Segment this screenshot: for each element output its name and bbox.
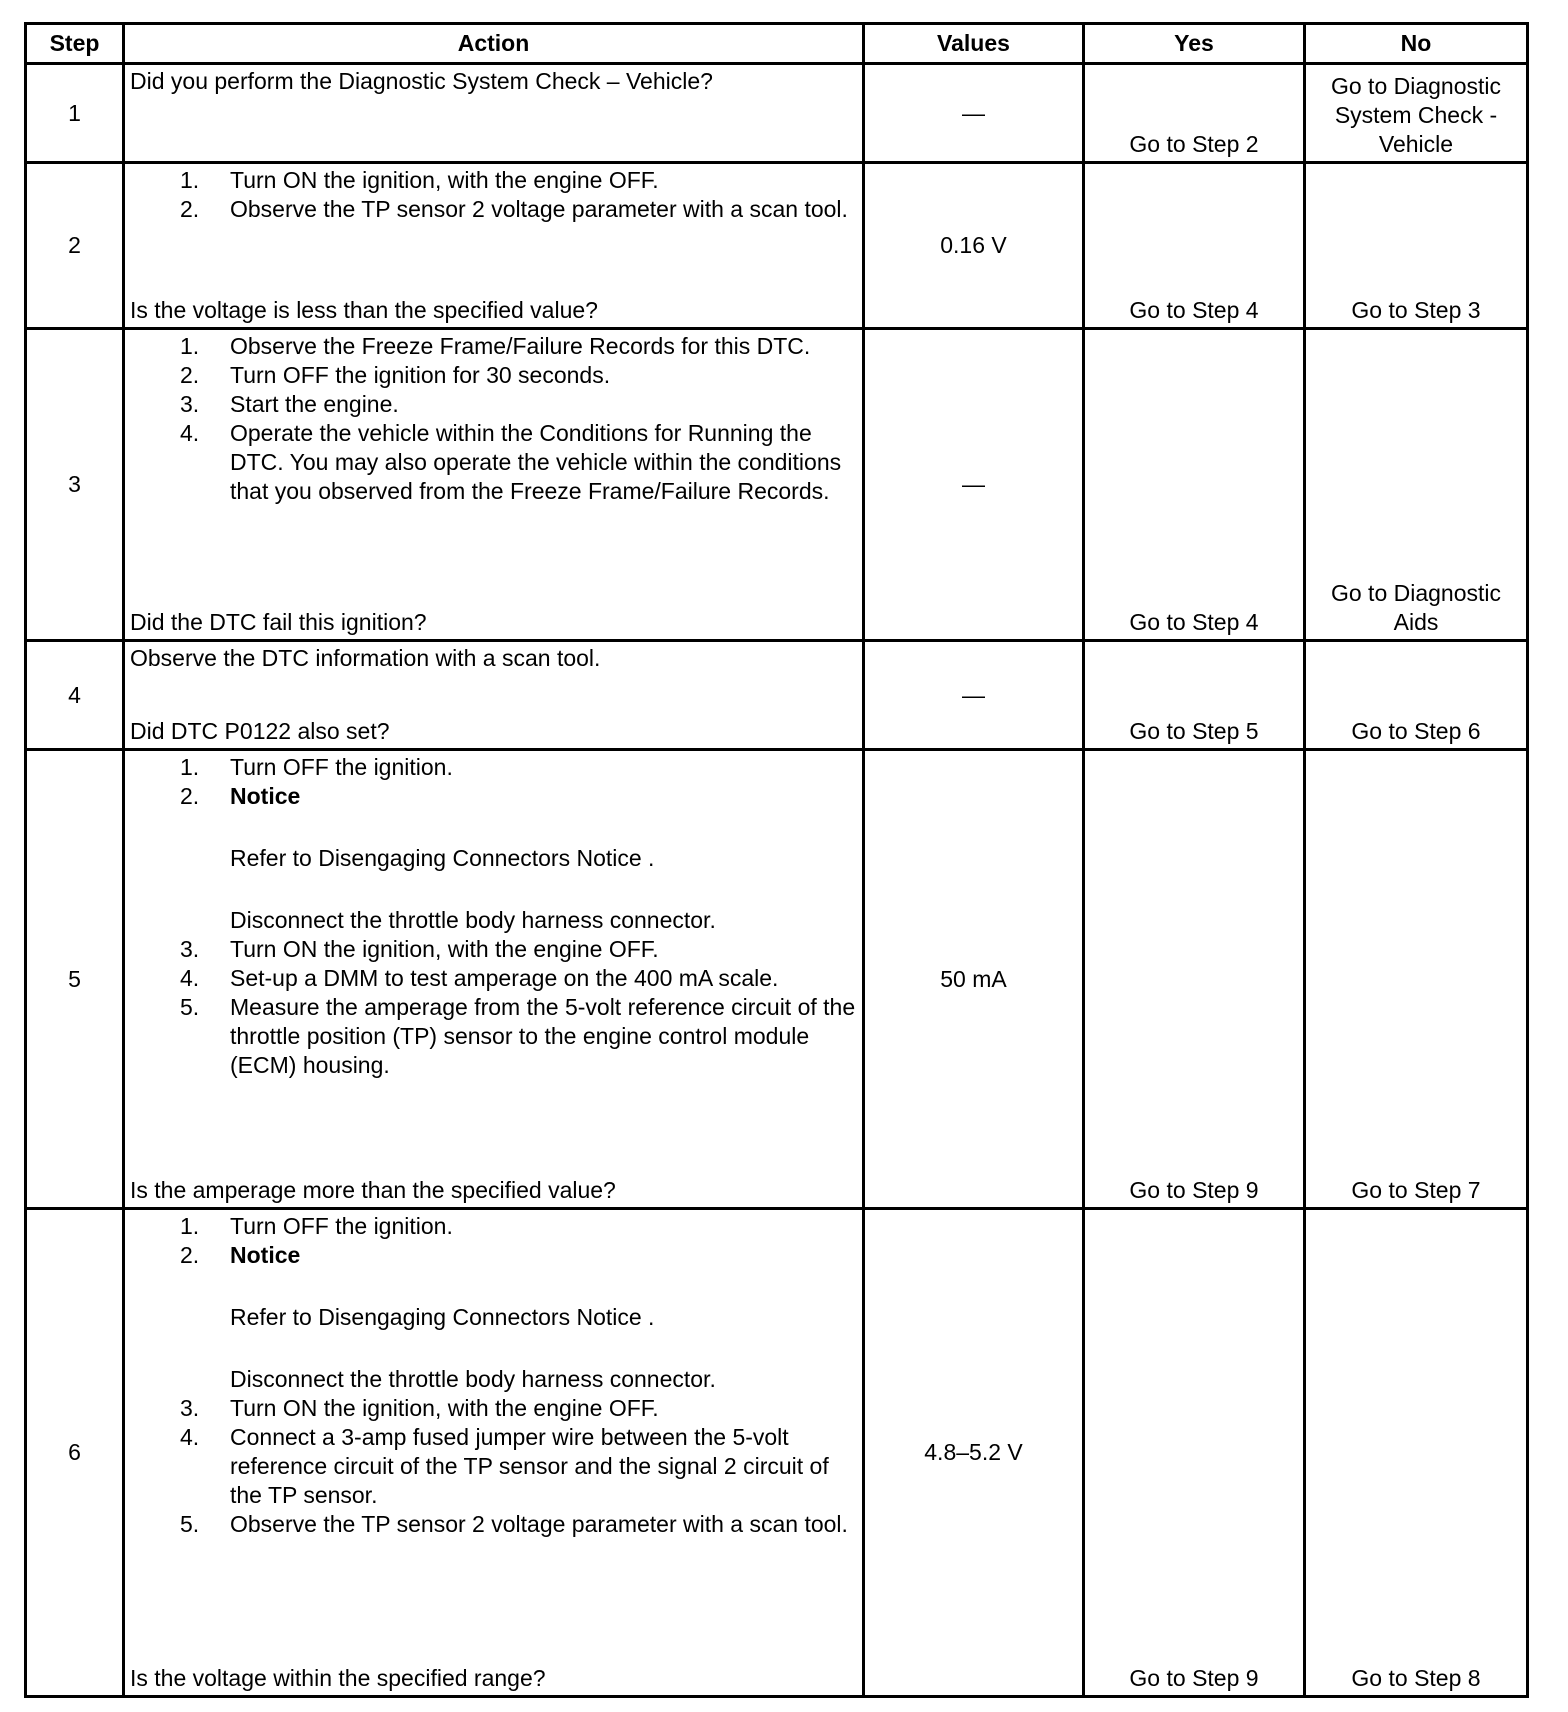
yes-link[interactable]: Go to Step 4 [1129, 297, 1259, 323]
no-link[interactable]: Go to Step 8 [1351, 1665, 1481, 1691]
header-values: Values [864, 24, 1084, 64]
list-item: 4. Connect a 3-amp fused jumper wire between the 5-volt reference circuit of the TP sensor and the signal 2 circuit of the TP sensor. [180, 1424, 829, 1508]
yes-cell [1084, 750, 1305, 1209]
list-item: 2. Observe the TP sensor 2 voltage parameter with a scan tool. [180, 196, 848, 222]
no-link[interactable]: Go to Step 3 [1351, 297, 1481, 323]
notice-text: Refer to Disengaging Connectors Notice . [230, 1304, 655, 1330]
yes-link[interactable]: Go to Step 2 [1129, 131, 1259, 157]
list-item: 3. Start the engine. [180, 391, 399, 417]
list-item: 3. Turn ON the ignition, with the engine OFF. [180, 1395, 659, 1421]
value-cell: — [864, 329, 1084, 641]
notice-label: Notice [230, 1242, 301, 1268]
question-text: Did the DTC fail this ignition? [130, 609, 427, 635]
list-item: 1. Observe the Freeze Frame/Failure Records for this DTC. [180, 333, 811, 359]
question-text: Is the voltage within the specified range? [130, 1665, 546, 1691]
list-item: 5. Measure the amperage from the 5-volt reference circuit of the throttle position (TP) sensor to the engine control module (ECM) housing. [180, 994, 856, 1078]
step-number: 3 [26, 329, 124, 641]
step-list [130, 332, 856, 506]
notice-instruction: Disconnect the throttle body harness connector. [230, 907, 716, 933]
value-cell: 0.16 V [864, 163, 1084, 329]
no-cell [1305, 1209, 1528, 1697]
step-number: 1 [26, 64, 124, 163]
step-number: 2 [26, 163, 124, 329]
notice-label: Notice [230, 783, 301, 809]
diagnostic-table [24, 22, 1529, 1698]
list-item: 1. Turn OFF the ignition. [180, 754, 453, 780]
action-cell [124, 750, 864, 1209]
notice-text: Refer to Disengaging Connectors Notice . [230, 845, 655, 871]
no-link[interactable]: Go to Diagnostic Aids [1330, 580, 1502, 635]
step-number: 4 [26, 641, 124, 750]
action-cell [124, 64, 864, 163]
table-row [26, 329, 1528, 641]
yes-cell [1084, 641, 1305, 750]
no-cell [1305, 163, 1528, 329]
header-no: No [1305, 24, 1528, 64]
table-row [26, 750, 1528, 1209]
action-cell [124, 641, 864, 750]
list-item: 2. Notice Refer to Disengaging Connectors Notice . Disconnect the throttle body harness connector. [130, 782, 856, 935]
action-text: Did you perform the Diagnostic System Check – Vehicle? [130, 68, 713, 94]
value-cell: — [864, 64, 1084, 163]
no-cell [1305, 329, 1528, 641]
yes-link[interactable]: Go to Step 5 [1129, 718, 1259, 744]
header-yes: Yes [1084, 24, 1305, 64]
list-item: 4. Set-up a DMM to test amperage on the 400 mA scale. [180, 965, 779, 991]
yes-link[interactable]: Go to Step 9 [1129, 1177, 1259, 1203]
yes-link[interactable]: Go to Step 4 [1129, 609, 1259, 635]
step-list [130, 753, 856, 1080]
yes-cell [1084, 64, 1305, 163]
list-item: 2. Turn OFF the ignition for 30 seconds. [180, 362, 611, 388]
yes-cell [1084, 329, 1305, 641]
header-step: Step [26, 24, 124, 64]
action-cell [124, 329, 864, 641]
step-list [130, 166, 856, 224]
question-text: Did DTC P0122 also set? [130, 718, 390, 744]
step-list [130, 1212, 856, 1539]
table-row [26, 641, 1528, 750]
yes-cell [1084, 1209, 1305, 1697]
list-item: 1. Turn OFF the ignition. [180, 1213, 453, 1239]
no-cell [1305, 641, 1528, 750]
action-cell [124, 163, 864, 329]
list-item: 5. Observe the TP sensor 2 voltage parameter with a scan tool. [180, 1511, 848, 1537]
table-row [26, 64, 1528, 163]
no-link[interactable]: Go to Diagnostic System Check - Vehicle [1330, 73, 1502, 157]
list-item: 1. Turn ON the ignition, with the engine OFF. [180, 167, 659, 193]
list-item: 2. Notice Refer to Disengaging Connectors Notice . Disconnect the throttle body harness connector. [130, 1241, 856, 1394]
action-cell [124, 1209, 864, 1697]
header-action: Action [124, 24, 864, 64]
value-cell: — [864, 641, 1084, 750]
step-number: 5 [26, 750, 124, 1209]
no-cell [1305, 750, 1528, 1209]
no-link[interactable]: Go to Step 6 [1351, 718, 1481, 744]
question-text: Is the amperage more than the specified value? [130, 1177, 616, 1203]
list-item: 3. Turn ON the ignition, with the engine OFF. [180, 936, 659, 962]
notice-instruction: Disconnect the throttle body harness connector. [230, 1366, 716, 1392]
header-row [26, 24, 1528, 64]
table-row [26, 163, 1528, 329]
yes-cell [1084, 163, 1305, 329]
step-number: 6 [26, 1209, 124, 1697]
no-link[interactable]: Go to Step 7 [1351, 1177, 1481, 1203]
table-row [26, 1209, 1528, 1697]
list-item: 4. Operate the vehicle within the Conditions for Running the DTC. You may also operate the vehicle within the conditions that you observed from the Freeze Frame/Failure Records. [180, 420, 842, 504]
yes-link[interactable]: Go to Step 9 [1129, 1665, 1259, 1691]
action-text: Observe the DTC information with a scan tool. [130, 645, 601, 671]
value-cell: 50 mA [864, 750, 1084, 1209]
question-text: Is the voltage is less than the specified value? [130, 297, 598, 323]
value-cell: 4.8–5.2 V [864, 1209, 1084, 1697]
no-cell [1305, 64, 1528, 163]
